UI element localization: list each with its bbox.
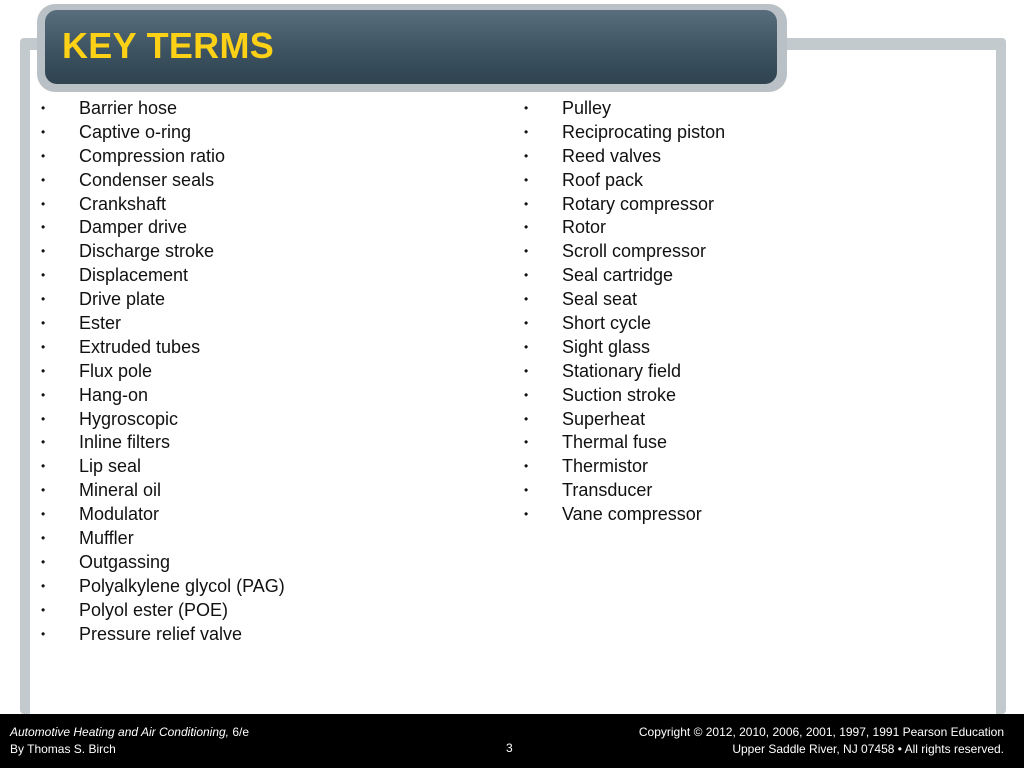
footer-citation (10, 724, 249, 758)
key-term-item: • Extruded tubes (41, 336, 285, 360)
key-term-item: • Pressure relief valve (41, 623, 285, 647)
key-term-item: • Discharge stroke (41, 240, 285, 264)
key-term-item: • Polyalkylene glycol (PAG) (41, 575, 285, 599)
key-term-item: • Thermal fuse (524, 431, 725, 455)
key-term-item: • Seal cartridge (524, 264, 725, 288)
footer-copyright (639, 724, 1004, 758)
key-terms-list-left (41, 97, 285, 646)
address-line: Upper Saddle River, NJ 07458 • All rights reserved. (732, 742, 1004, 756)
key-term-item: • Vane compressor (524, 503, 725, 527)
key-term-item: • Sight glass (524, 336, 725, 360)
key-term-item: • Mineral oil (41, 479, 285, 503)
key-term-item: • Pulley (524, 97, 725, 121)
key-term-item: • Condenser seals (41, 169, 285, 193)
key-term-item: • Damper drive (41, 216, 285, 240)
key-term-item: • Transducer (524, 479, 725, 503)
footer-author: By Thomas S. Birch (10, 742, 116, 756)
key-term-item: • Rotor (524, 216, 725, 240)
key-term-item: • Modulator (41, 503, 285, 527)
slide-footer (0, 714, 1024, 768)
slide-title: KEY TERMS (62, 25, 275, 66)
key-term-item: • Polyol ester (POE) (41, 599, 285, 623)
key-term-item: • Seal seat (524, 288, 725, 312)
key-term-item: • Scroll compressor (524, 240, 725, 264)
key-term-item: • Suction stroke (524, 384, 725, 408)
key-term-item: • Muffler (41, 527, 285, 551)
key-term-item: • Compression ratio (41, 145, 285, 169)
key-term-item: • Outgassing (41, 551, 285, 575)
key-term-item: • Crankshaft (41, 193, 285, 217)
footer-edition: 6/e (229, 725, 250, 739)
key-term-item: • Drive plate (41, 288, 285, 312)
key-term-item: • Short cycle (524, 312, 725, 336)
key-term-item: • Ester (41, 312, 285, 336)
key-term-item: • Reed valves (524, 145, 725, 169)
key-term-item: • Roof pack (524, 169, 725, 193)
key-term-item: • Captive o-ring (41, 121, 285, 145)
key-term-item: • Thermistor (524, 455, 725, 479)
key-term-item: • Hygroscopic (41, 408, 285, 432)
key-term-item: • Lip seal (41, 455, 285, 479)
key-term-item: • Barrier hose (41, 97, 285, 121)
key-term-item: • Reciprocating piston (524, 121, 725, 145)
key-term-item: • Flux pole (41, 360, 285, 384)
key-term-item: • Rotary compressor (524, 193, 725, 217)
footer-book-title: Automotive Heating and Air Conditioning, (10, 725, 230, 739)
key-term-item: • Displacement (41, 264, 285, 288)
key-term-item: • Inline filters (41, 431, 285, 455)
key-term-item: • Stationary field (524, 360, 725, 384)
key-terms-list-right (524, 97, 725, 527)
key-term-item: • Superheat (524, 408, 725, 432)
key-term-item: • Hang-on (41, 384, 285, 408)
copyright-line: Copyright © 2012, 2010, 2006, 2001, 1997, 1991 Pearson Education (638, 725, 1004, 739)
page-number: 3 (506, 741, 513, 755)
